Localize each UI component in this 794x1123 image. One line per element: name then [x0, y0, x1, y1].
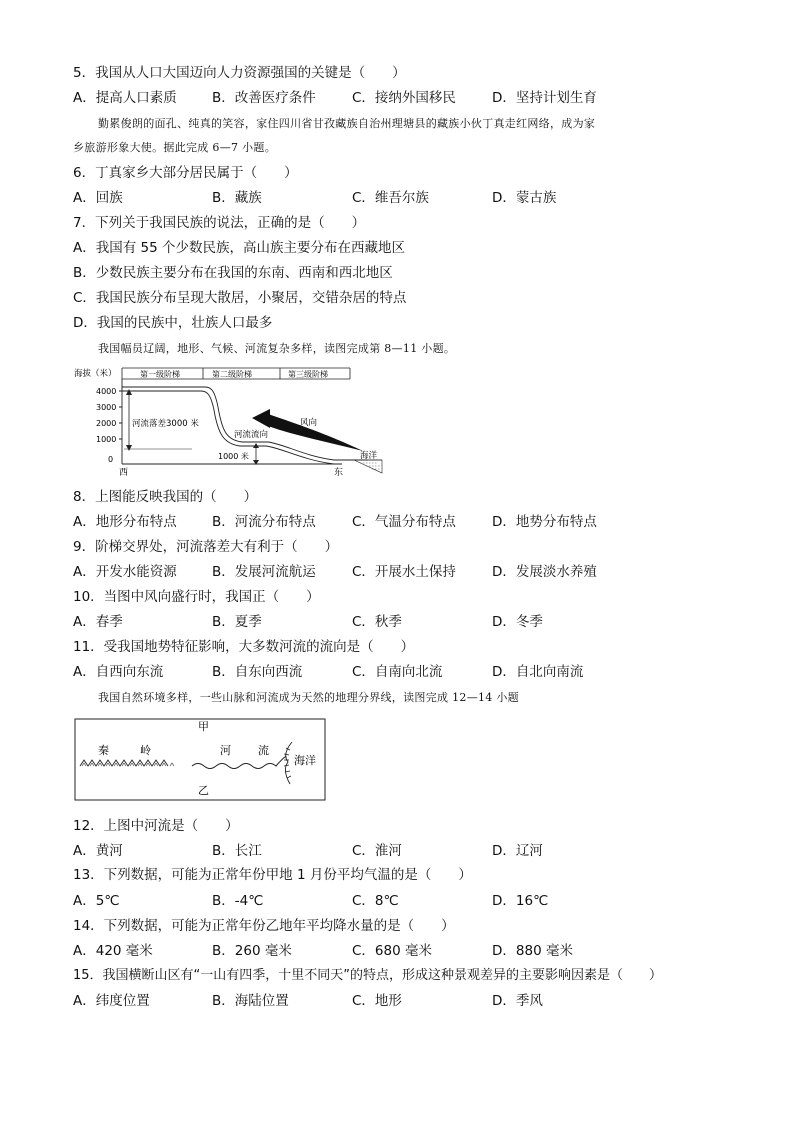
q5-option-c: C．接纳外国移民 — [352, 90, 456, 106]
ytick-3000: 3000 — [96, 403, 117, 412]
q13-stem: 13．下列数据，可能为正常年份甲地 1 月份平均气温的是（ ） — [73, 867, 472, 883]
q7-option-b: B．少数民族主要分布在我国的东南、西南和西北地区 — [73, 265, 393, 281]
q9-option-c: C．开展水土保持 — [352, 564, 456, 580]
q8-option-a: A．地形分布特点 — [73, 514, 177, 530]
q5-stem: 5．我国从人口大国迈向人力资源强国的关键是（ ） — [73, 65, 406, 81]
q9-option-a: A．开发水能资源 — [73, 564, 177, 580]
q13-option-c: C．8℃ — [352, 893, 399, 909]
q5-option-d: D．坚持计划生育 — [492, 90, 597, 106]
q14-option-b: B．260 毫米 — [212, 943, 292, 959]
q8-option-c: C．气温分布特点 — [352, 514, 456, 530]
ytick-2000: 2000 — [96, 419, 117, 428]
small-drop-label: 1000 米 — [218, 452, 249, 461]
river-drop-label: 河流落差3000 米 — [132, 419, 199, 429]
q14-option-d: D．880 毫米 — [492, 943, 573, 959]
q5-option-a: A．提高人口素质 — [73, 90, 177, 106]
q9-option-d: D．发展淡水养殖 — [492, 564, 597, 580]
q11-stem: 11．受我国地势特征影响，大多数河流的流向是（ ） — [73, 639, 415, 655]
q13-option-a: A．5℃ — [73, 893, 120, 909]
ytick-0: 0 — [108, 455, 114, 464]
step-one-label: 第一级阶梯 — [140, 370, 180, 379]
q7-option-a: A．我国有 55 个少数民族，高山族主要分布在西藏地区 — [73, 240, 405, 256]
q14-option-c: C．680 毫米 — [352, 943, 432, 959]
q6-stem: 6．丁真家乡大部分居民属于（ ） — [73, 165, 298, 181]
q11-option-b: B．自东向西流 — [212, 664, 303, 680]
q15-option-c: C．地形 — [352, 993, 402, 1009]
q11-option-c: C．自南向北流 — [352, 664, 443, 680]
q7-stem: 7．下列关于我国民族的说法，正确的是（ ） — [73, 215, 366, 231]
q11-option-d: D．自北向南流 — [492, 664, 584, 680]
step-three-label: 第三级阶梯 — [288, 370, 328, 379]
q8-stem: 8．上图能反映我国的（ ） — [73, 489, 258, 505]
mountain-label-1: 秦 — [98, 744, 109, 757]
q15-stem: 15．我国横断山区有“一山有四季，十里不同天”的特点，形成这种景观差异的主要影响因素是（ ） — [73, 968, 663, 983]
q9-stem: 9．阶梯交界处，河流落差大有利于（ ） — [73, 539, 339, 555]
step-two-label: 第二级阶梯 — [212, 370, 252, 379]
q10-option-c: C．秋季 — [352, 614, 402, 630]
q15-option-d: D．季风 — [492, 993, 543, 1009]
ocean-label-fig2: 海洋 — [294, 754, 316, 767]
q10-stem: 10．当图中风向盛行时，我国正（ ） — [73, 589, 320, 605]
q14-option-a: A．420 毫米 — [73, 943, 153, 959]
intro-6-7-line2: 乡旅游形象大使。据此完成 6—7 小题。 — [73, 141, 276, 154]
east-label: 东 — [334, 468, 344, 478]
q6-option-b: B．藏族 — [212, 190, 262, 206]
q10-option-a: A．春季 — [73, 614, 123, 630]
q15-option-b: B．海陆位置 — [212, 993, 289, 1009]
q13-option-d: D．16℃ — [492, 893, 549, 909]
river-label-2: 流 — [258, 744, 269, 757]
q9-option-b: B．发展河流航运 — [212, 564, 316, 580]
intro-8-11: 我国幅员辽阔，地形、气候、河流复杂多样，读图完成第 8—11 小题。 — [98, 342, 456, 355]
q11-option-a: A．自西向东流 — [73, 664, 164, 680]
terrain-profile-figure — [72, 362, 392, 480]
q12-option-b: B．长江 — [212, 843, 262, 859]
q8-option-b: B．河流分布特点 — [212, 514, 316, 530]
river-flow-label: 河流流向 — [234, 430, 269, 440]
figure1-ylabel: 海拔（米） — [74, 369, 117, 379]
q7-option-d: D．我国的民族中，壮族人口最多 — [73, 315, 273, 331]
river-label-1: 河 — [220, 744, 231, 757]
ocean-label-fig1: 海洋 — [360, 451, 378, 461]
north-point-label: 甲 — [198, 720, 209, 733]
q5-option-b: B．改善医疗条件 — [212, 90, 316, 106]
ytick-1000: 1000 — [96, 435, 117, 444]
qinling-boundary-figure — [72, 714, 328, 804]
mountain-label-2: 岭 — [140, 744, 151, 757]
q12-option-d: D．辽河 — [492, 843, 543, 859]
intro-12-14: 我国自然环境多样，一些山脉和河流成为天然的地理分界线，读图完成 12—14 小题 — [98, 691, 519, 704]
wind-direction-label: 风向 — [300, 418, 318, 428]
q6-option-a: A．回族 — [73, 190, 123, 206]
q12-option-c: C．淮河 — [352, 843, 402, 859]
intro-6-7-line1: 勤累俊朗的面孔、纯真的笑容，家住四川省甘孜藏族自治州理塘县的藏族小伙丁真走红网络，成为家 — [98, 117, 596, 130]
ytick-4000: 4000 — [96, 387, 117, 396]
west-label: 西 — [119, 468, 129, 478]
q12-option-a: A．黄河 — [73, 843, 123, 859]
q15-option-a: A．纬度位置 — [73, 993, 150, 1009]
q10-option-b: B．夏季 — [212, 614, 262, 630]
q7-option-c: C．我国民族分布呈现大散居，小聚居，交错杂居的特点 — [73, 290, 407, 306]
q12-stem: 12．上图中河流是（ ） — [73, 818, 239, 834]
q10-option-d: D．冬季 — [492, 614, 543, 630]
q6-option-c: C．维吾尔族 — [352, 190, 429, 206]
south-point-label: 乙 — [198, 784, 209, 797]
q6-option-d: D．蒙古族 — [492, 190, 557, 206]
q14-stem: 14．下列数据，可能为正常年份乙地年平均降水量的是（ ） — [73, 918, 455, 934]
q8-option-d: D．地势分布特点 — [492, 514, 597, 530]
q13-option-b: B．-4℃ — [212, 893, 264, 909]
